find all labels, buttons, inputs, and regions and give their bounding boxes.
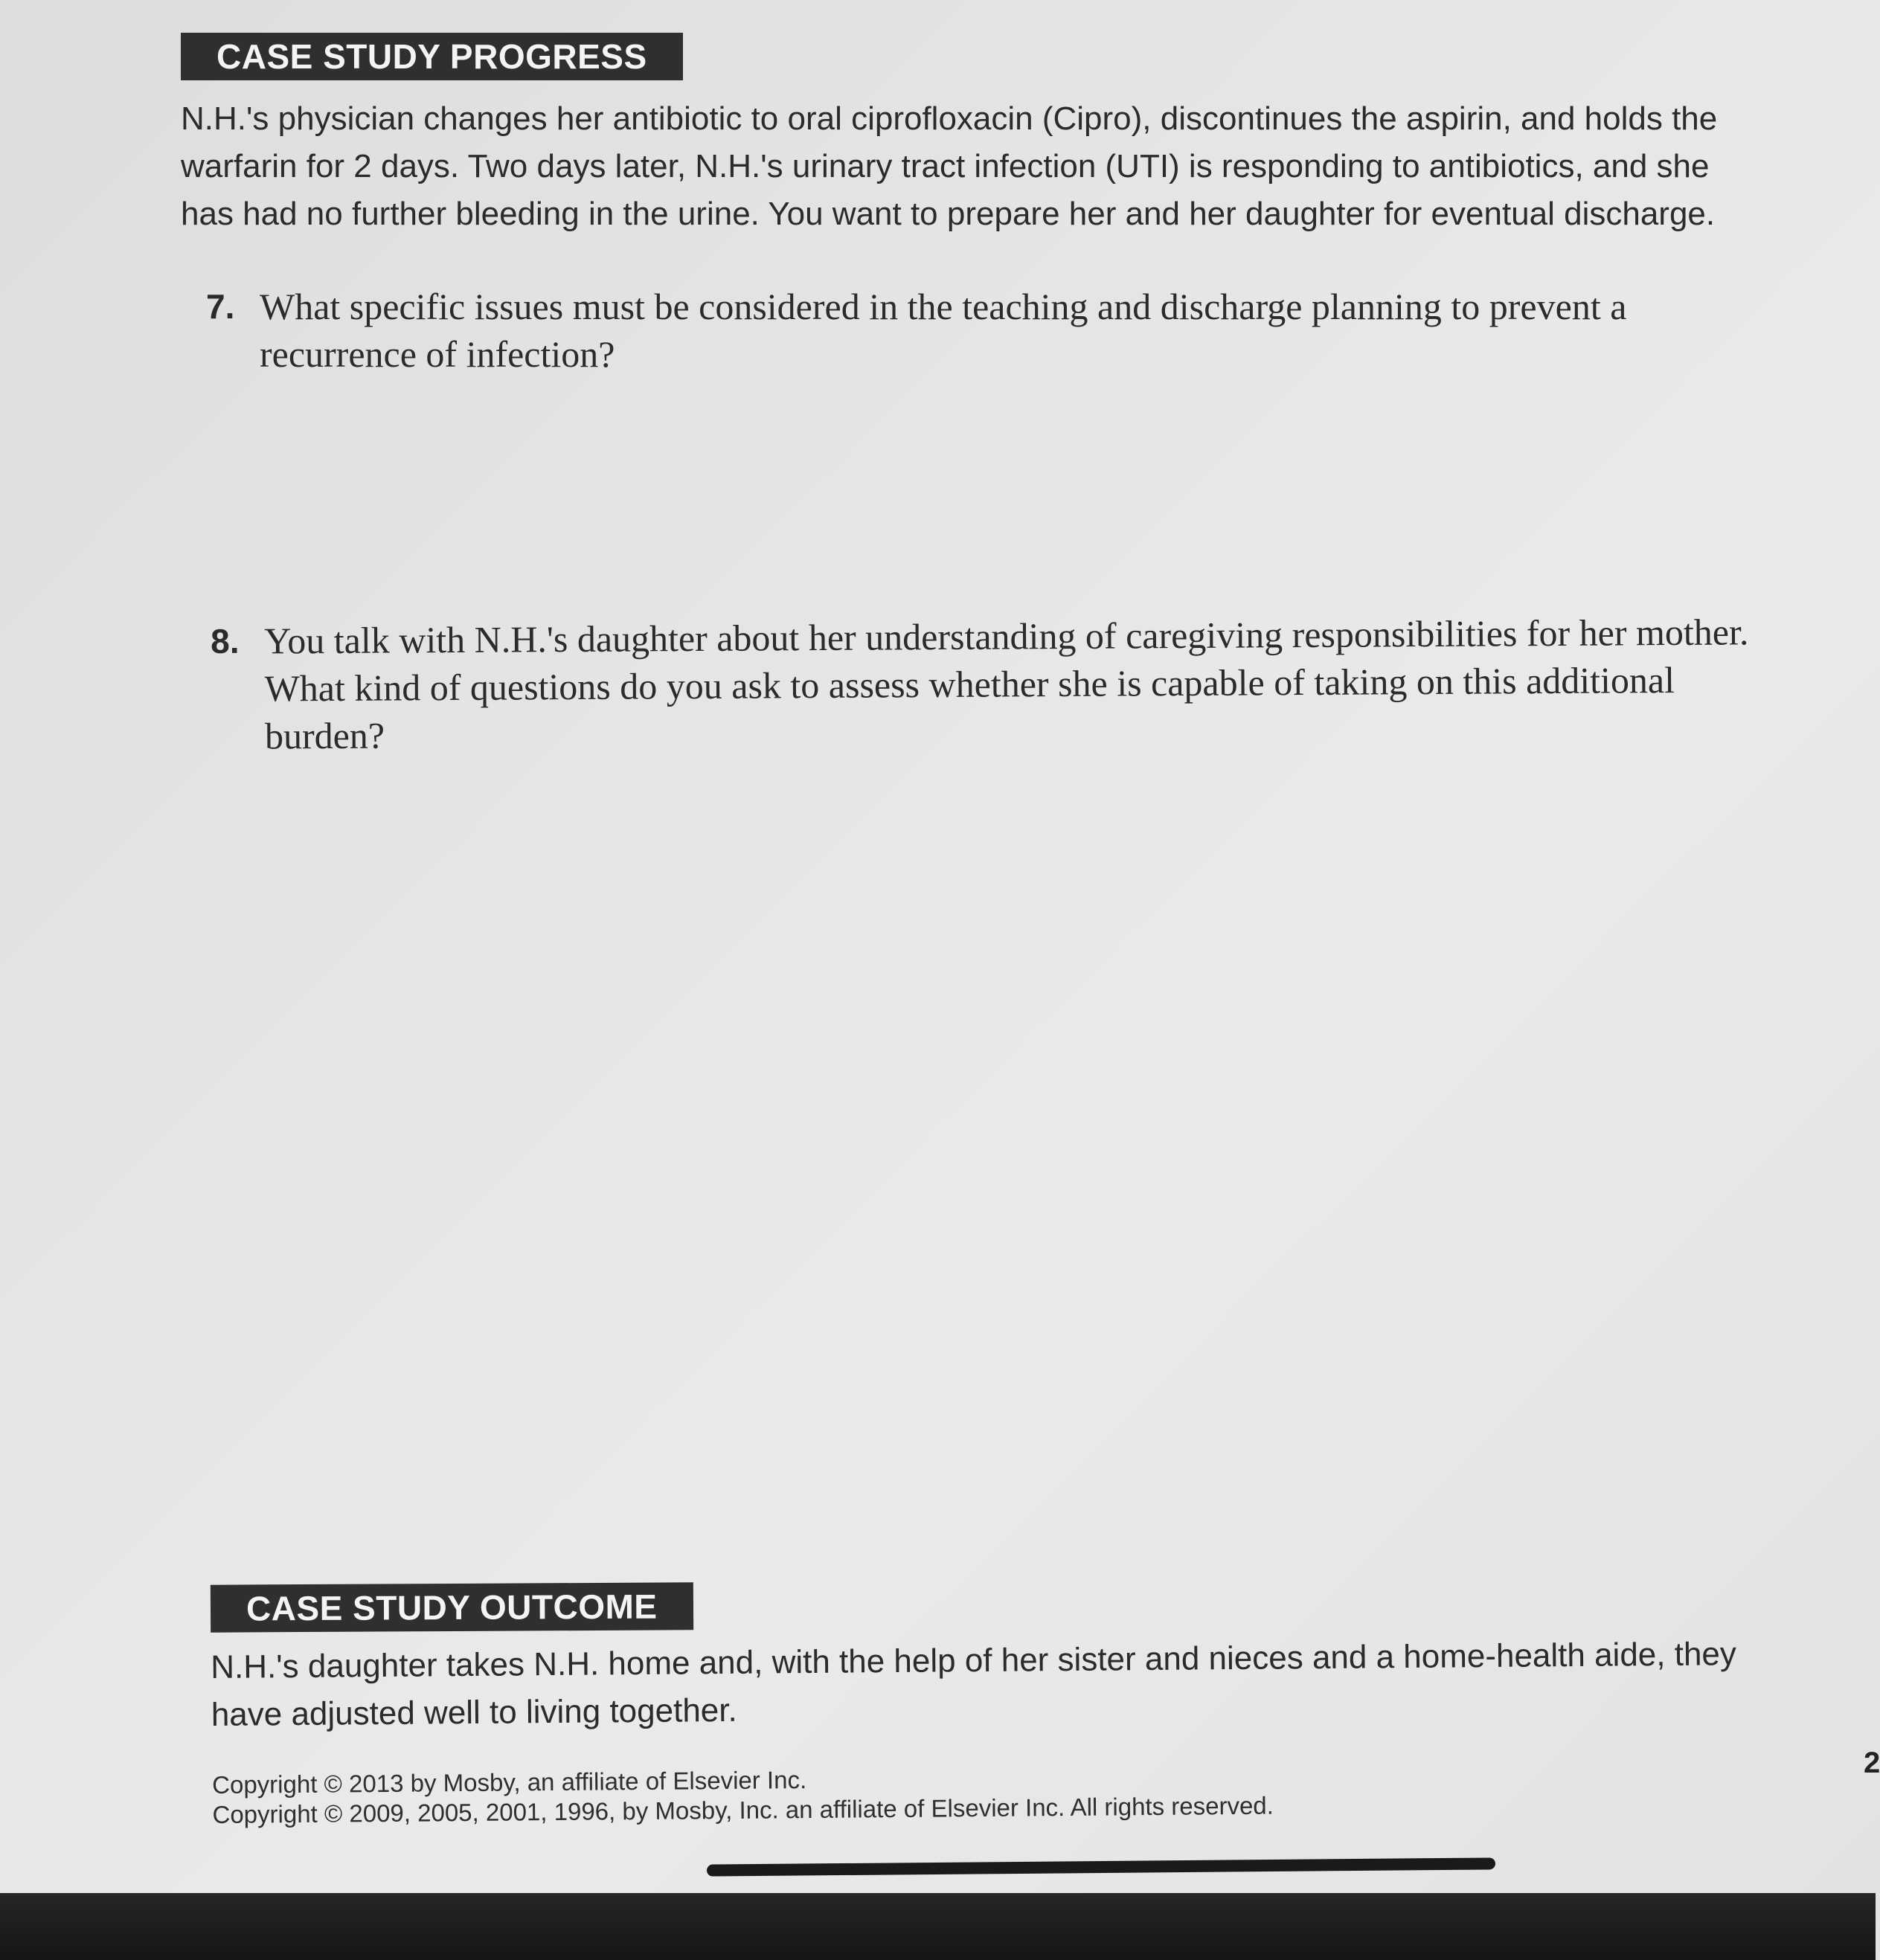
case-study-outcome-text: N.H.'s daughter takes N.H. home and, with the help of her sister and nieces and a home-health aide, they have adjusted well to living together. — [211, 1636, 1737, 1733]
case-study-outcome-banner: CASE STUDY OUTCOME — [211, 1582, 693, 1632]
copyright-line-2: Copyright © 2009, 2005, 2001, 1996, by Mosby, Inc. an affiliate of Elsevier Inc. All rights reserved. — [212, 1791, 1274, 1828]
case-study-progress-text: N.H.'s physician changes her antibiotic to oral ciprofloxacin (Cipro), discontinues the aspirin, and holds the warfarin for 2 days. Two days later, N.H.'s urinary tract infection (UTI) is responding to antibiotics, and she has had no further bleeding in the urine. You want to prepare her and her daughter for eventual discharge. — [181, 100, 1718, 232]
question-8 — [211, 608, 1759, 760]
home-indicator-bar[interactable] — [707, 1857, 1495, 1876]
question-8-number: 8. — [211, 621, 240, 661]
copyright-notice — [212, 1758, 1626, 1830]
question-7 — [206, 283, 1754, 378]
copyright-line-1: Copyright © 2013 by Mosby, an affiliate of Elsevier Inc. — [212, 1766, 807, 1799]
case-study-progress-banner: CASE STUDY PROGRESS — [181, 33, 683, 80]
page-edge-mark: 2 — [1864, 1747, 1880, 1779]
question-8-text: You talk with N.H.'s daughter about her understanding of caregiving responsibilities for her mother. What kind of questions do you ask to assess whether she is capable of taking on this additional burden? — [264, 611, 1749, 757]
question-7-number: 7. — [206, 287, 235, 326]
device-bezel — [0, 1893, 1876, 1960]
question-7-text: What specific issues must be considered in the teaching and discharge planning to prevent a recurrence of infection? — [260, 286, 1627, 375]
